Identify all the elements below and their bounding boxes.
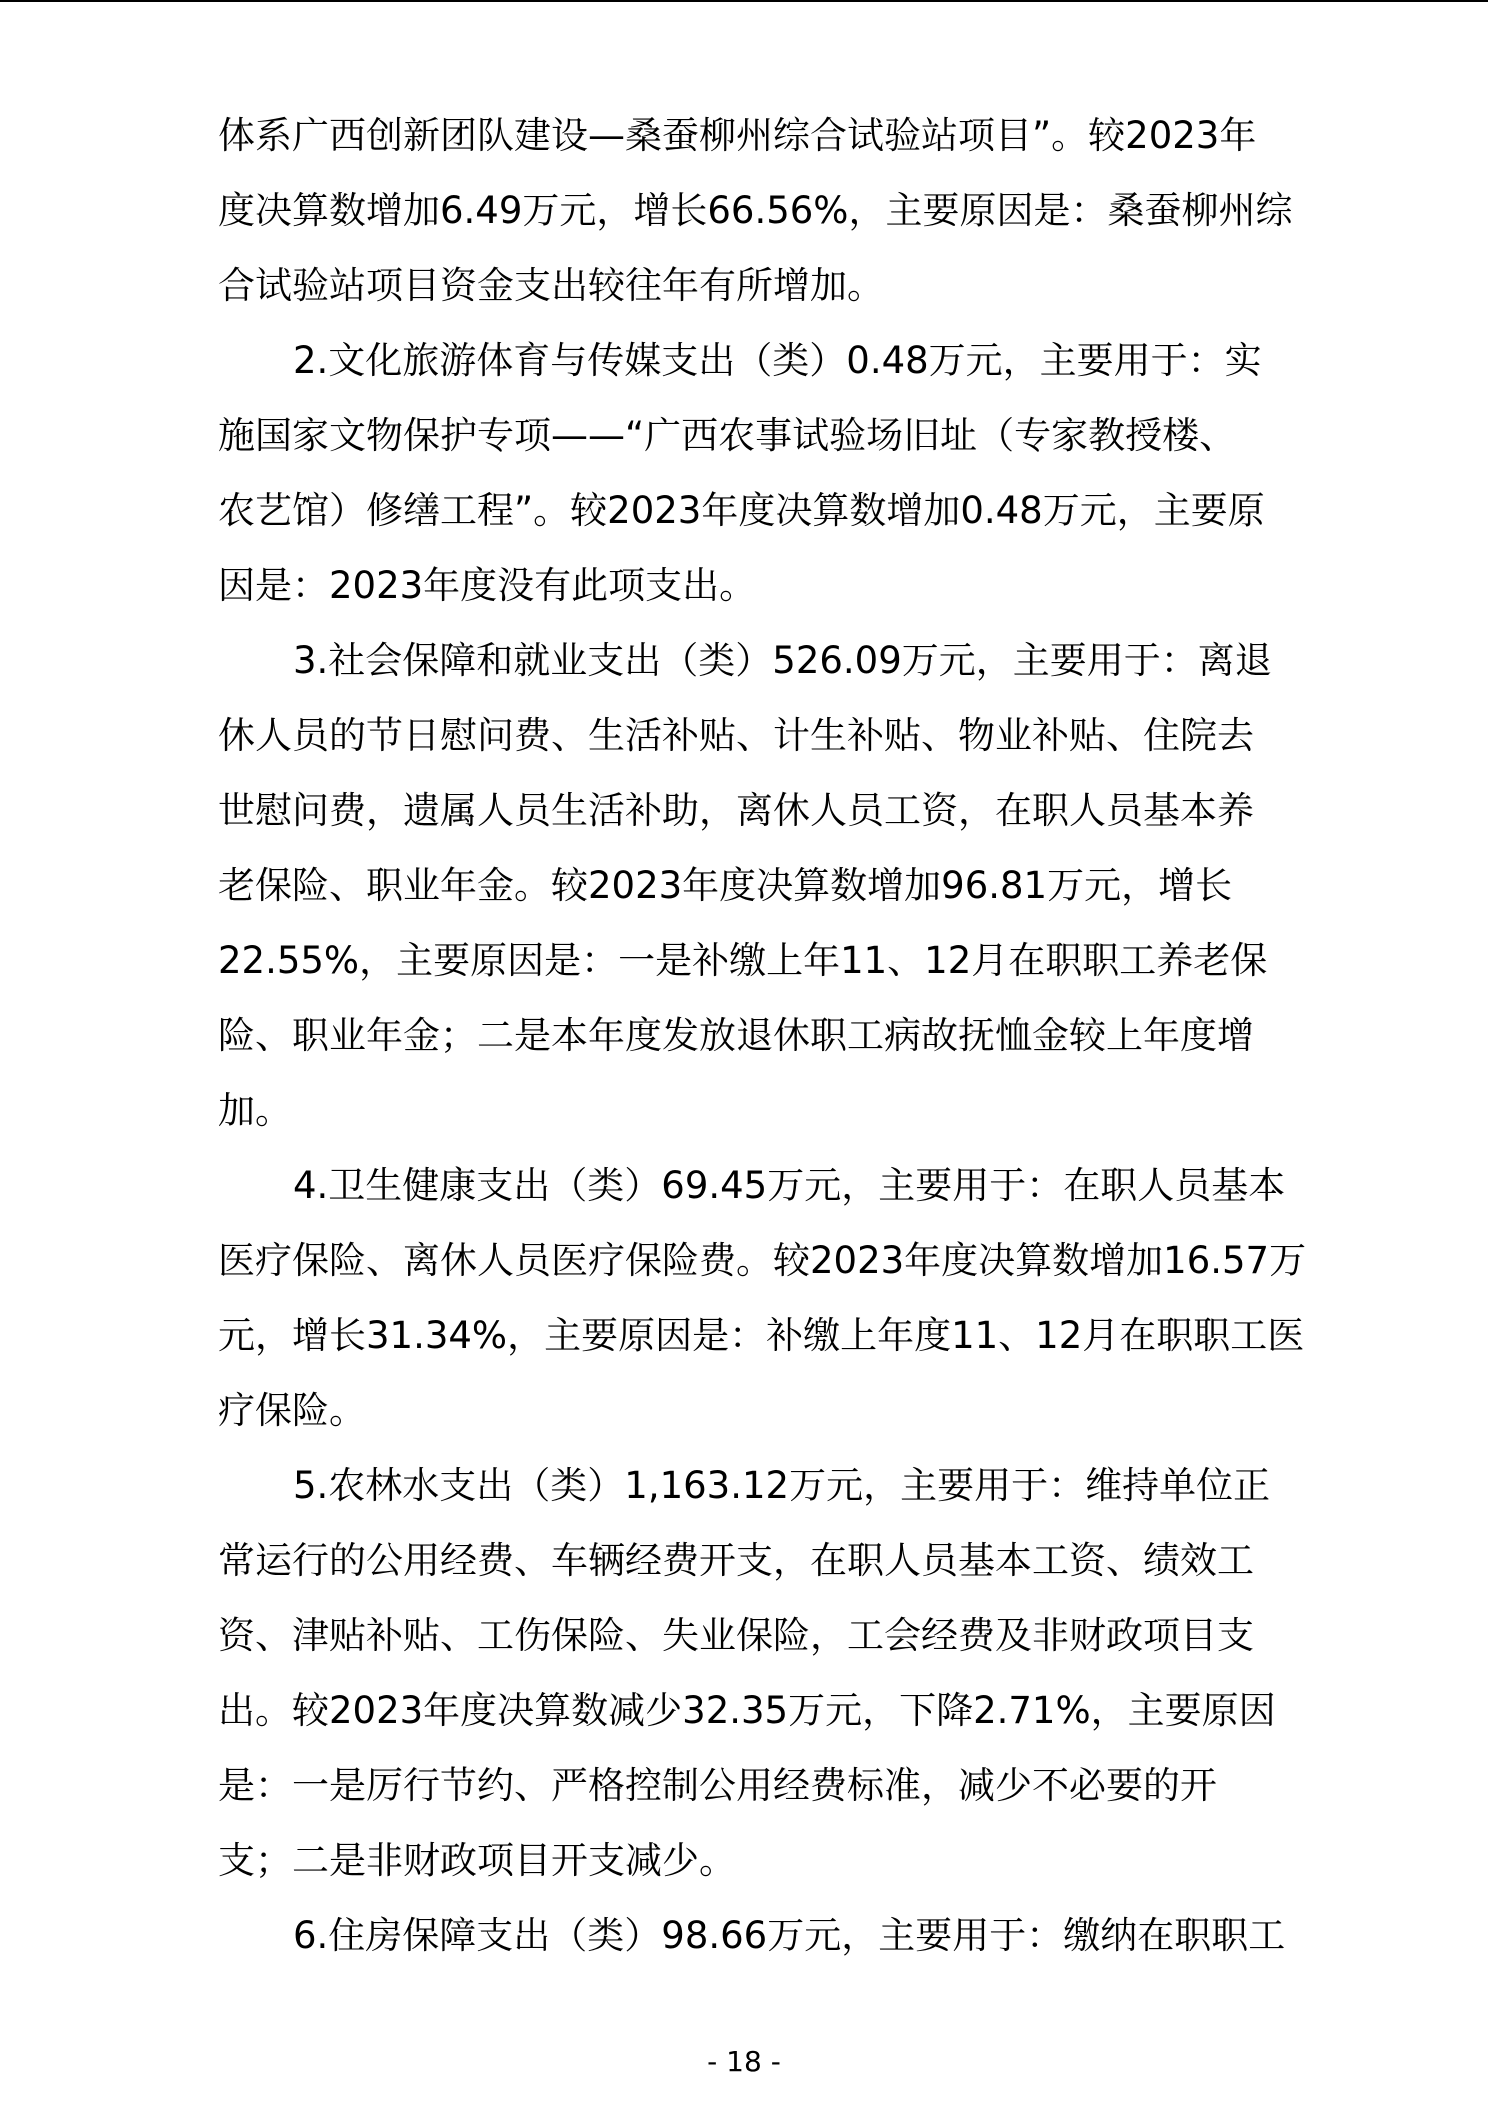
text-line: 农艺馆）修缮工程”。较2023年度决算数增加0.48万元，主要原 [218, 489, 1265, 532]
text-line: 医疗保险、离休人员医疗保险费。较2023年度决算数增加16.57万 [218, 1239, 1307, 1282]
paragraph-start-line: 4.卫生健康支出（类）69.45万元，主要用于：在职人员基本 [293, 1164, 1286, 1207]
text-line: 支；二是非财政项目开支减少。 [218, 1839, 736, 1882]
text-line: 世慰问费，遗属人员生活补助，离休人员工资，在职人员基本养 [218, 789, 1254, 832]
text-line: 险、职业年金；二是本年度发放退休职工病故抚恤金较上年度增 [218, 1014, 1254, 1057]
text-line: 体系广西创新团队建设—桑蚕柳州综合试验站项目”。较2023年 [218, 114, 1257, 157]
text-line: 是：一是厉行节约、严格控制公用经费标准，减少不必要的开 [218, 1764, 1217, 1807]
top-border-line [0, 0, 1488, 2]
text-line: 22.55%，主要原因是：一是补缴上年11、12月在职职工养老保 [218, 939, 1268, 982]
text-line: 老保险、职业年金。较2023年度决算数增加96.81万元，增长 [218, 864, 1233, 907]
text-line: 疗保险。 [218, 1389, 366, 1432]
text-line: 施国家文物保护专项——“广西农事试验场旧址（专家教授楼、 [218, 414, 1237, 457]
paragraph-start-line: 2.文化旅游体育与传媒支出（类）0.48万元，主要用于：实 [293, 339, 1262, 382]
page-number: - 18 - [707, 2045, 781, 2078]
paragraph-start-line: 6.住房保障支出（类）98.66万元，主要用于：缴纳在职职工 [293, 1914, 1286, 1957]
text-line: 资、津贴补贴、工伤保险、失业保险，工会经费及非财政项目支 [218, 1614, 1254, 1657]
text-line: 出。较2023年度决算数减少32.35万元，下降2.71%，主要原因 [218, 1689, 1276, 1732]
text-line: 元，增长31.34%，主要原因是：补缴上年度11、12月在职职工医 [218, 1314, 1305, 1357]
text-line: 因是：2023年度没有此项支出。 [218, 564, 757, 607]
body-text [218, 98, 1307, 1973]
text-line: 常运行的公用经费、车辆经费开支，在职人员基本工资、绩效工 [218, 1539, 1254, 1582]
paragraph-start-line: 5.农林水支出（类）1,163.12万元，主要用于：维持单位正 [293, 1464, 1271, 1507]
text-line: 加。 [218, 1089, 292, 1132]
text-line: 休人员的节日慰问费、生活补贴、计生补贴、物业补贴、住院去 [218, 714, 1254, 757]
paragraph-start-line: 3.社会保障和就业支出（类）526.09万元，主要用于：离退 [293, 639, 1272, 682]
text-line: 度决算数增加6.49万元，增长66.56%，主要原因是：桑蚕柳州综 [218, 189, 1293, 232]
text-line: 合试验站项目资金支出较往年有所增加。 [218, 264, 884, 307]
